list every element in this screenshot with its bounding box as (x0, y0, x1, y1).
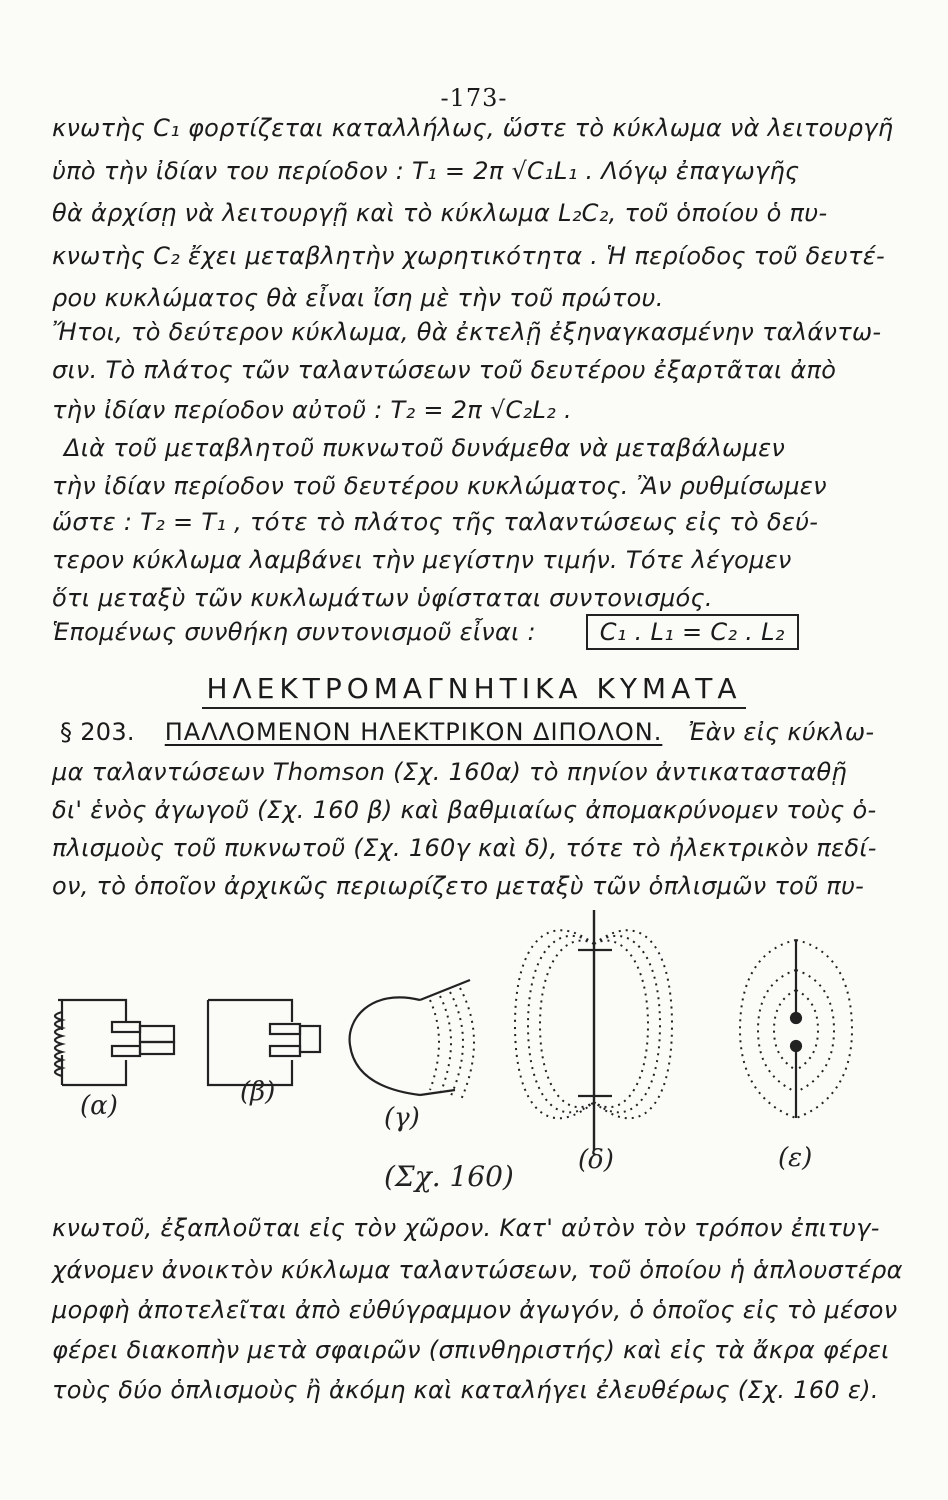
figure-e-dipole (740, 940, 852, 1118)
text-line: κνωτὴς C₁ φορτίζεται καταλλήλως, ὥστε τὸ κύκλωμα νὰ λειτουργῆ (52, 114, 894, 142)
text-line: ρου κυκλώματος θὰ εἶναι ἴση μὲ τὴν τοῦ πρώτου. (52, 284, 664, 312)
section-first-line-rest: Ἐὰν εἰς κύκλω- (688, 718, 875, 746)
figure-a-circuit (55, 1000, 174, 1085)
text-line: χάνομεν ἀνοικτὸν κύκλωμα ταλαντώσεων, τοῦ ὁποίου ἡ ἁπλουστέρα (52, 1256, 903, 1284)
text-line: Διὰ τοῦ μεταβλητοῦ πυκνωτοῦ δυνάμεθα νὰ μεταβάλωμεν (64, 434, 786, 462)
text-line: κνωτοῦ, ἐξαπλοῦται εἰς τὸν χῶρον. Κατ' αὐτὸν τὸν τρόπον ἐπιτυγ- (52, 1214, 880, 1242)
figure-label-e: (ε) (778, 1143, 813, 1173)
section-first-line (60, 712, 904, 752)
figure-160 (0, 900, 948, 1230)
text-line: σιν. Τὸ πλάτος τῶν ταλαντώσεων τοῦ δευτέρου ἐξαρτᾶται ἀπὸ (52, 356, 837, 384)
text-line: ὑπὸ τὴν ἰδίαν του περίοδον : T₁ = 2π √C₁L₁ . Λόγῳ ἐπαγωγῆς (52, 157, 800, 185)
figure-c-plates (350, 980, 474, 1102)
text-line: φέρει διακοπὴν μετὰ σφαιρῶν (σπινθηριστής) καὶ εἰς τὰ ἄκρα φέρει (52, 1336, 890, 1364)
figure-d-dipole (515, 910, 672, 1150)
figure-caption: (Σχ. 160) (384, 1160, 514, 1193)
text-line: Ἤτοι, τὸ δεύτερον κύκλωμα, θὰ ἐκτελῇ ἐξηναγκασμένην ταλάντω- (52, 318, 882, 346)
text-line: τερον κύκλωμα λαμβάνει τὴν μεγίστην τιμήν. Τότε λέγομεν (52, 546, 792, 574)
figure-label-b: (β) (240, 1077, 276, 1107)
figure-label-d: (δ) (578, 1145, 614, 1175)
section-number: § 203. (60, 718, 135, 746)
chapter-heading-text: ΗΛΕΚΤΡΟΜΑΓΝΗΤΙΚΑ ΚΥΜΑΤΑ (202, 672, 745, 709)
page-number: -173- (440, 84, 508, 112)
text-line: δι' ἑνὸς ἀγωγοῦ (Σχ. 160 β) καὶ βαθμιαίως ἀπομακρύνομεν τοὺς ὁ- (52, 796, 877, 824)
text-line: θὰ ἀρχίσῃ νὰ λειτουργῇ καὶ τὸ κύκλωμα L₂C₂, τοῦ ὁποίου ὁ πυ- (52, 199, 828, 227)
text-line: πλισμοὺς τοῦ πυκνωτοῦ (Σχ. 160γ καὶ δ), τότε τὸ ἠλεκτρικὸν πεδί- (52, 834, 877, 862)
text-line: ὥστε : T₂ = T₁ , τότε τὸ πλάτος τῆς ταλαντώσεως εἰς τὸ δεύ- (52, 508, 819, 536)
resonance-condition (52, 612, 896, 652)
text-line: τὴν ἰδίαν περίοδον αὐτοῦ : T₂ = 2π √C₂L₂ . (52, 396, 572, 424)
figure-label-a: (α) (80, 1091, 118, 1121)
text-line: ον, τὸ ὁποῖον ἀρχικῶς περιωρίζετο μεταξὺ τῶν ὁπλισμῶν τοῦ πυ- (52, 872, 865, 900)
section-title: ΠΑΛΛΟΜΕΝΟΝ ΗΛΕΚΤΡΙΚΟΝ ΔΙΠΟΛΟΝ. (164, 718, 663, 746)
figure-b-circuit (208, 1000, 320, 1085)
condition-text: Ἑπομένως συνθήκη συντονισμοῦ εἶναι : (52, 618, 536, 646)
text-line: τοὺς δύο ὁπλισμοὺς ἢ ἀκόμη καὶ καταλήγει ἐλευθέρως (Σχ. 160 ε). (52, 1376, 879, 1404)
condition-formula-box: C₁ . L₁ = C₂ . L₂ (586, 614, 799, 650)
chapter-heading (0, 672, 948, 705)
text-line: τὴν ἰδίαν περίοδον τοῦ δευτέρου κυκλώματος. Ἂν ρυθμίσωμεν (52, 472, 827, 500)
figure-label-c: (γ) (384, 1103, 420, 1133)
text-line: μορφὴ ἀποτελεῖται ἀπὸ εὐθύγραμμον ἀγωγόν, ὁ ὁποῖος εἰς τὸ μέσον (52, 1296, 898, 1324)
text-line: κνωτὴς C₂ ἔχει μεταβλητὴν χωρητικότητα . Ἡ περίοδος τοῦ δευτέ- (52, 242, 885, 270)
text-line: ὅτι μεταξὺ τῶν κυκλωμάτων ὑφίσταται συντονισμός. (52, 584, 713, 612)
text-line: μα ταλαντώσεων Thomson (Σχ. 160α) τὸ πηνίον ἀντικατασταθῇ (52, 758, 848, 786)
